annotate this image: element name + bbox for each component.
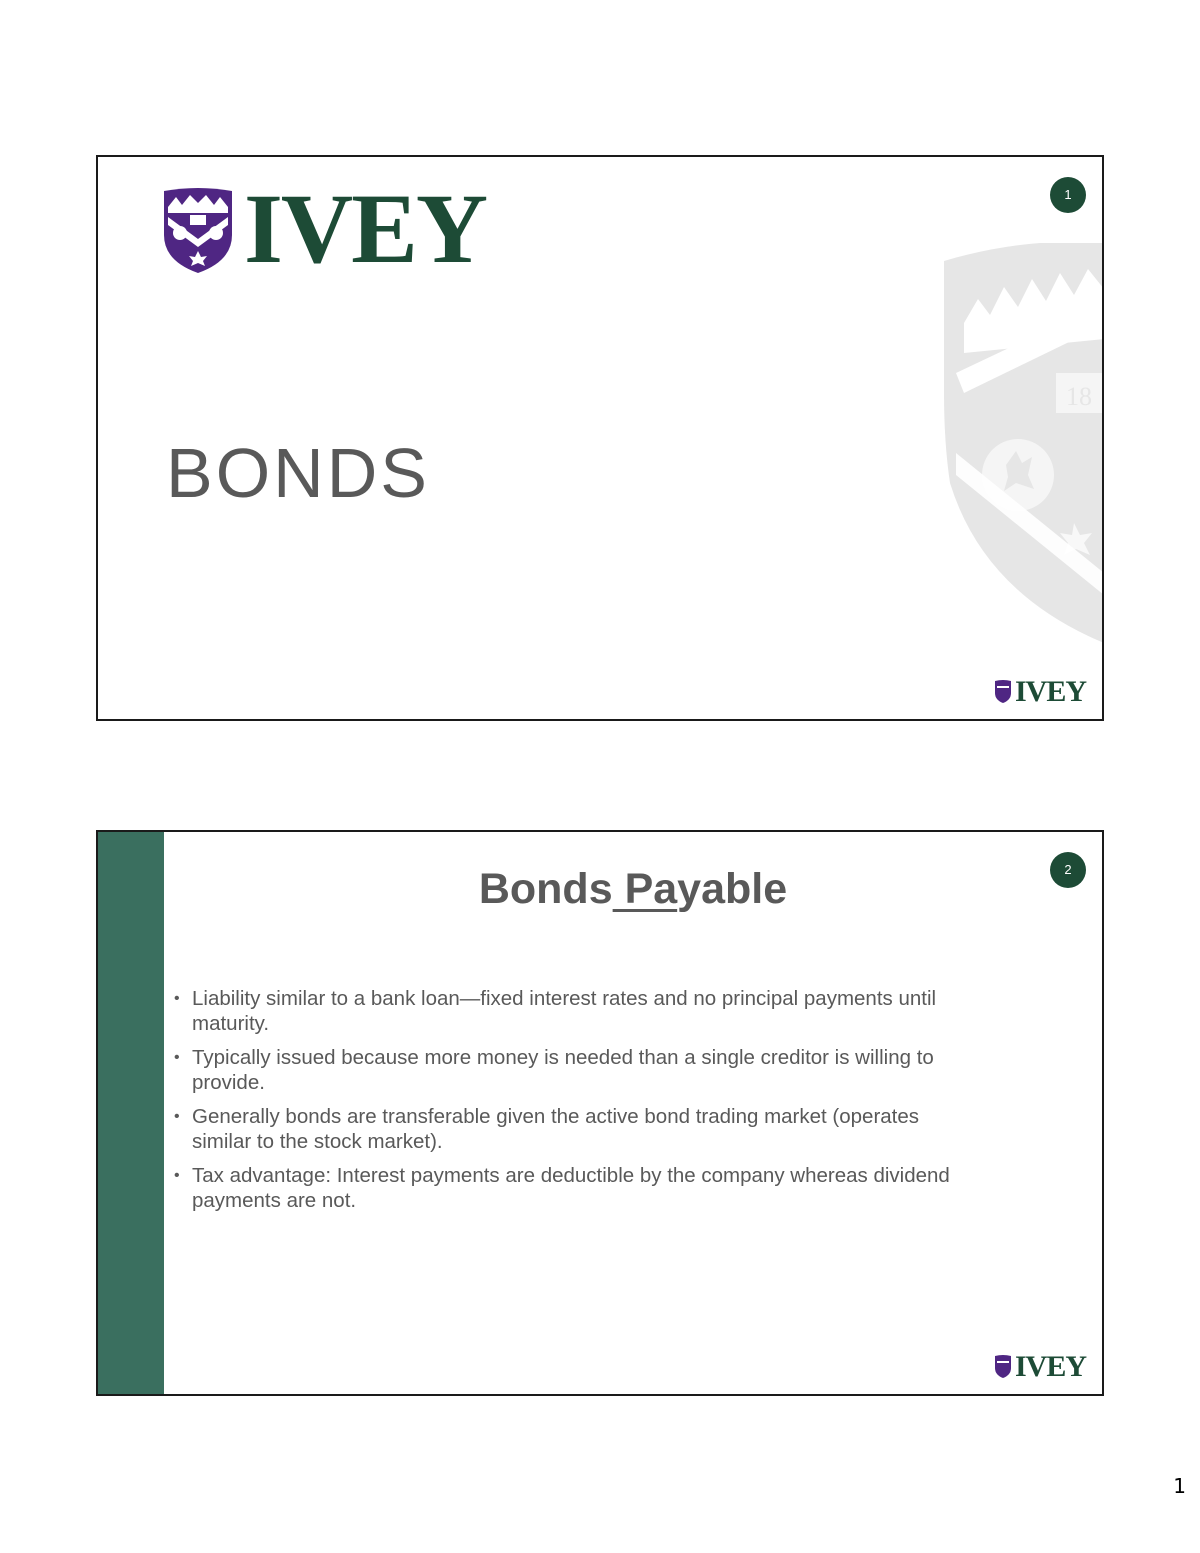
ivey-wordmark: IVEY xyxy=(244,173,487,284)
bullet-icon: • xyxy=(174,1049,180,1066)
title-underlined-part: Pa xyxy=(612,865,678,913)
slide-title xyxy=(164,862,1102,916)
slide-1 xyxy=(96,155,1104,721)
bullet-item: • Typically issued because more money is needed than a single creditor is willing to provide. xyxy=(174,1046,934,1094)
title-part-1: Bonds xyxy=(478,865,613,913)
slide-number-badge: 1 xyxy=(1050,177,1086,213)
crest-icon xyxy=(994,680,1012,704)
ivey-logo xyxy=(162,173,487,284)
title-part-2: yable xyxy=(677,865,788,913)
footer-wordmark: IVEY xyxy=(1014,1350,1086,1383)
crest-watermark-icon xyxy=(944,243,1104,643)
bullet-icon: • xyxy=(174,990,180,1007)
bullet-item: • Tax advantage: Interest payments are deductible by the company whereas dividend payments are not. xyxy=(174,1164,950,1212)
svg-text:18: 18 xyxy=(1066,382,1092,411)
bullet-icon: • xyxy=(174,1167,180,1184)
footer-logo xyxy=(994,675,1086,709)
slide-title: BONDS xyxy=(166,434,430,512)
bullet-icon: • xyxy=(174,1108,180,1125)
footer-logo xyxy=(994,1350,1086,1384)
footer-wordmark: IVEY xyxy=(1014,675,1086,708)
slide-number-badge: 2 xyxy=(1050,852,1086,888)
bullet-item: • Liability similar to a bank loan—fixed interest rates and no principal payments until maturity. xyxy=(174,987,937,1035)
slide-sidebar xyxy=(98,832,164,1394)
crest-icon xyxy=(994,1355,1012,1379)
bullet-list xyxy=(174,986,974,1222)
crest-icon xyxy=(162,187,234,275)
page-number: 1 xyxy=(1173,1474,1186,1498)
bullet-item: • Generally bonds are transferable given the active bond trading market (operates similar to the stock market). xyxy=(174,1105,920,1153)
slide-2 xyxy=(96,830,1104,1396)
